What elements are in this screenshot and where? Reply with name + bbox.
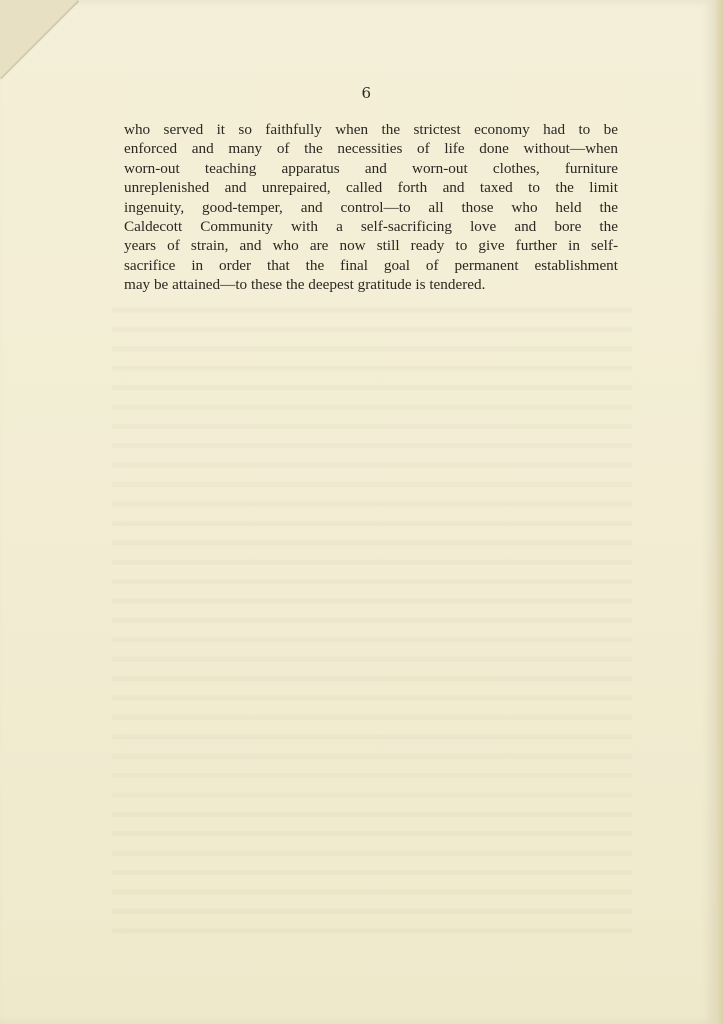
page-number: 6 xyxy=(361,84,372,102)
text-line: years of strain, and who are now still ready to give further in self- xyxy=(124,237,618,255)
text-line: enforced and many of the necessities of life done without—when xyxy=(124,140,618,158)
show-through-text xyxy=(112,296,632,936)
text-line: sacrifice in order that the final goal of permanent establishment xyxy=(124,256,618,274)
text-line: worn-out teaching apparatus and worn-out clothes, furniture xyxy=(124,159,618,177)
text-line: ingenuity, good-temper, and control—to all those who held the xyxy=(124,198,618,216)
text-line: who served it so faithfully when the strictest economy had to be xyxy=(124,121,618,138)
text-line: unreplenished and unrepaired, called forth and taxed to the limit xyxy=(124,179,618,197)
body-paragraph xyxy=(124,120,618,295)
page-edge xyxy=(716,0,723,1024)
text-line: Caldecott Community with a self-sacrificing love and bore the xyxy=(124,218,618,236)
text-line: may be attained—to these the deepest gratitude is tendered. xyxy=(124,276,486,294)
